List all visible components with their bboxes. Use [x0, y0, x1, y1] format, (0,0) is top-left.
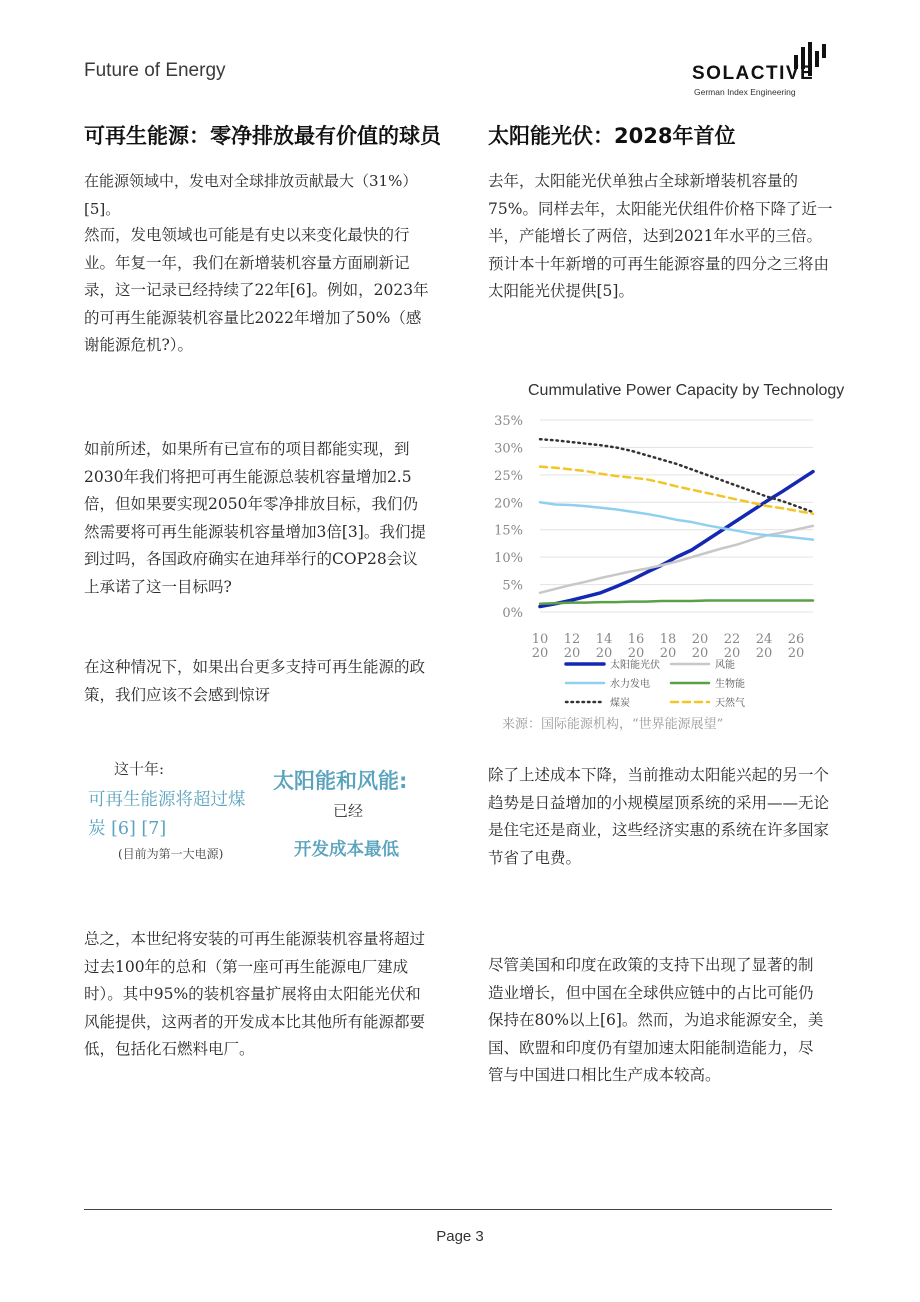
- x-tick-label: 20: [659, 646, 677, 661]
- logo-wordmark: SOLACTIVE: [692, 63, 815, 84]
- series-line-4: [540, 439, 813, 512]
- x-tick-label: 20: [787, 646, 805, 661]
- legend-label: 太阳能光伏: [610, 660, 660, 671]
- y-tick-label: 35%: [494, 414, 523, 429]
- series-line-0: [540, 472, 813, 607]
- y-tick-label: 15%: [494, 523, 523, 539]
- page-number: Page 3: [436, 1228, 484, 1245]
- x-tick-label: 26: [787, 632, 805, 647]
- x-tick-label: 24: [755, 632, 773, 647]
- legend-label: 水力发电: [610, 679, 650, 690]
- decade-note: (目前为第一大电源): [118, 847, 224, 861]
- lowest-cost-label: 开发成本最低: [294, 840, 399, 860]
- footer-divider: [84, 1209, 832, 1210]
- x-tick-label: 22: [723, 632, 741, 647]
- x-tick-label: 12: [563, 632, 581, 647]
- decade-label: 这十年:: [114, 760, 165, 778]
- x-tick-label: 20: [691, 646, 709, 661]
- policy-paragraph: 在这种情况下，如果出台更多支持可再生能源的政策，我们应该不会感到惊讶: [84, 658, 426, 704]
- x-tick-label: 20: [595, 646, 613, 661]
- y-tick-label: 25%: [494, 468, 523, 484]
- y-tick-label: 0%: [502, 606, 523, 621]
- logo-tagline: German Index Engineering: [694, 87, 796, 97]
- x-tick-label: 20: [531, 646, 549, 661]
- summary-paragraph: 总之，本世纪将安装的可再生能源装机容量将超过过去100年的总和（第一座可再生能源电厂建成时）。其中95%的装机容量扩展将由太阳能光伏和风能提供，这两者的开发成本比其他所有能源都要低，包括化石燃料电厂。: [84, 930, 426, 1058]
- x-tick-label: 20: [755, 646, 773, 661]
- legend-label: 煤炭: [610, 698, 630, 709]
- intro-paragraph: 在能源领域中，发电对全球排放贡献最大（31%）[5]。: [84, 172, 418, 218]
- chart-title: Cummulative Power Capacity by Technology: [528, 382, 845, 399]
- solar-intro-paragraph: 去年，太阳能光伏单独占全球新增装机容量的75%。同样去年，太阳能光伏组件价格下降了近一半，产能增长了两倍，达到2021年水平的三倍。预计本十年新增的可再生能源容量的四分之三将由太阳能光伏提供[5]。: [488, 172, 833, 300]
- solar-wind-label: 太阳能和风能:: [273, 769, 408, 793]
- x-tick-label: 16: [627, 632, 645, 647]
- already-label: 已经: [333, 802, 364, 820]
- y-tick-label: 20%: [494, 496, 523, 512]
- growth-paragraph: 然而，发电领域也可能是有史以来变化最快的行业。年复一年，我们在新增装机容量方面刷新记录，这一记录已经持续了22年[6]。例如，2023年的可再生能源装机容量比2022年增加了50%（感谢能源危机?）。: [84, 226, 429, 354]
- chart-source: 来源：国际能源机构，“世界能源展望”: [502, 717, 724, 732]
- x-tick-label: 18: [659, 632, 677, 647]
- targets-paragraph: 如前所述，如果所有已宣布的项目都能实现，到2030年我们将把可再生能源总装机容量增加2.5倍，但如果要实现2050年零净排放目标，我们仍然需要将可再生能源装机容量增加3倍[3]。我们提到过吗，各国政府确实在迪拜举行的COP28会议上承诺了这一目标吗?: [84, 440, 426, 596]
- capacity-line-chart: [488, 405, 834, 710]
- x-tick-label: 20: [723, 646, 741, 661]
- right-heading: 太阳能光伏：2028年首位: [488, 124, 736, 148]
- x-tick-label: 20: [627, 646, 645, 661]
- legend-label: 生物能: [715, 679, 745, 690]
- left-heading: 可再生能源：零净排放最有价值的球员: [84, 124, 441, 148]
- legend-label: 天然气: [715, 698, 745, 709]
- decade-claim: 可再生能源将超过煤炭 [6] [7]: [88, 790, 246, 839]
- y-tick-label: 30%: [494, 441, 523, 457]
- section-title: Future of Energy: [84, 60, 226, 81]
- x-tick-label: 20: [563, 646, 581, 661]
- x-tick-label: 20: [691, 632, 709, 647]
- y-tick-label: 5%: [502, 578, 523, 594]
- legend-label: 风能: [715, 660, 735, 671]
- solactive-logo: [692, 42, 834, 98]
- y-tick-label: 10%: [494, 551, 523, 567]
- rooftop-paragraph: 除了上述成本下降，当前推动太阳能兴起的另一个趋势是日益增加的小规模屋顶系统的采用——无论是住宅还是商业，这些经济实惠的系统在许多国家节省了电费。: [488, 766, 830, 867]
- series-line-3: [540, 600, 813, 603]
- x-tick-label: 10: [531, 632, 549, 647]
- x-tick-label: 14: [595, 632, 613, 647]
- supply-chain-paragraph: 尽管美国和印度在政策的支持下出现了显著的制造业增长，但中国在全球供应链中的占比可能仍保持在80%以上[6]。然而，为追求能源安全，美国、欧盟和印度仍有望加速太阳能制造能力，尽管与中国进口相比生产成本较高。: [488, 956, 824, 1084]
